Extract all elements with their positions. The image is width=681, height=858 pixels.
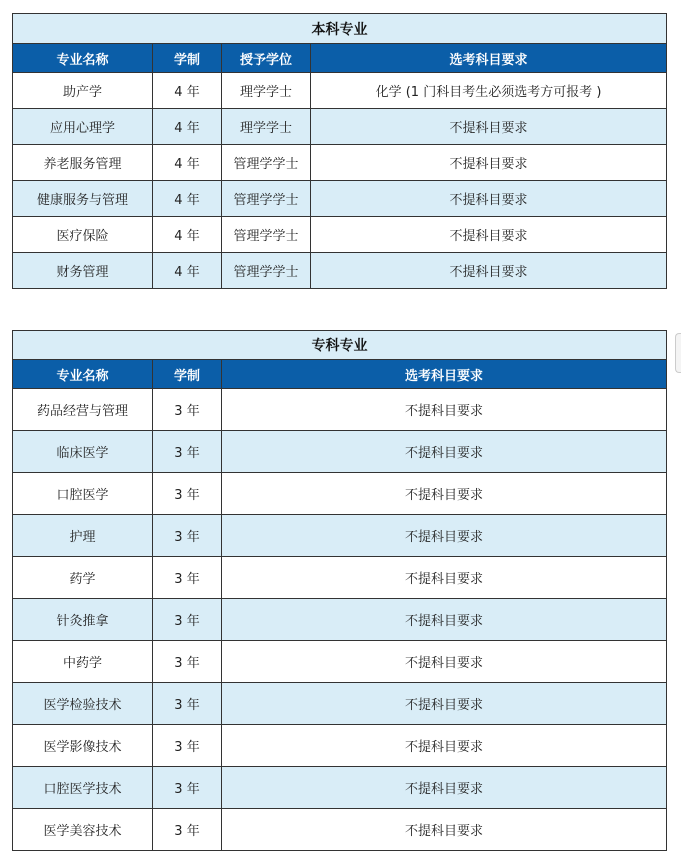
table-cell: 4 年 (153, 181, 222, 217)
table-row (13, 253, 667, 289)
table-cell: 健康服务与管理 (13, 181, 153, 217)
table-cell: 医学影像技术 (13, 725, 153, 767)
table-cell: 医学检验技术 (13, 683, 153, 725)
table-cell: 不提科目要求 (311, 109, 667, 145)
table-cell: 3 年 (153, 557, 222, 599)
table-cell: 3 年 (153, 599, 222, 641)
table-cell: 养老服务管理 (13, 145, 153, 181)
column-header: 专业名称 (13, 44, 153, 73)
undergrad-title: 本科专业 (13, 14, 667, 44)
undergrad-table (12, 13, 667, 289)
table-cell: 临床医学 (13, 431, 153, 473)
table-cell: 3 年 (153, 515, 222, 557)
table-cell: 不提科目要求 (222, 557, 667, 599)
table-row (13, 473, 667, 515)
table-cell: 管理学学士 (222, 145, 311, 181)
table-cell: 药学 (13, 557, 153, 599)
table-cell: 护理 (13, 515, 153, 557)
table-cell: 4 年 (153, 217, 222, 253)
table-cell: 不提科目要求 (311, 145, 667, 181)
table-row (13, 641, 667, 683)
table-row (13, 725, 667, 767)
college-title: 专科专业 (13, 331, 667, 360)
table-cell: 不提科目要求 (311, 217, 667, 253)
table-row (13, 181, 667, 217)
side-scroll-tab[interactable] (675, 333, 681, 373)
table-cell: 不提科目要求 (222, 725, 667, 767)
table-cell: 不提科目要求 (311, 181, 667, 217)
table-row (13, 683, 667, 725)
column-header: 专业名称 (13, 360, 153, 389)
table-cell: 不提科目要求 (222, 767, 667, 809)
table-row (13, 109, 667, 145)
table-cell: 不提科目要求 (222, 473, 667, 515)
undergrad-header-row (13, 44, 667, 73)
table-cell: 3 年 (153, 683, 222, 725)
table-cell: 3 年 (153, 431, 222, 473)
column-header: 选考科目要求 (222, 360, 667, 389)
table-row (13, 515, 667, 557)
table-cell: 不提科目要求 (311, 253, 667, 289)
table-cell: 口腔医学 (13, 473, 153, 515)
table-row (13, 73, 667, 109)
table-cell: 助产学 (13, 73, 153, 109)
table-cell: 不提科目要求 (222, 641, 667, 683)
table-cell: 3 年 (153, 767, 222, 809)
table-cell: 口腔医学技术 (13, 767, 153, 809)
table-cell: 管理学学士 (222, 253, 311, 289)
table-cell: 理学学士 (222, 73, 311, 109)
table-cell: 不提科目要求 (222, 431, 667, 473)
table-cell: 医疗保险 (13, 217, 153, 253)
table-cell: 应用心理学 (13, 109, 153, 145)
table-row (13, 599, 667, 641)
table-row (13, 431, 667, 473)
table-row (13, 557, 667, 599)
table-cell: 药品经营与管理 (13, 389, 153, 431)
table-cell: 医学美容技术 (13, 809, 153, 851)
table-cell: 针灸推拿 (13, 599, 153, 641)
table-cell: 4 年 (153, 109, 222, 145)
table-cell: 3 年 (153, 473, 222, 515)
table-row (13, 767, 667, 809)
table-cell: 中药学 (13, 641, 153, 683)
table-cell: 4 年 (153, 145, 222, 181)
table-cell: 3 年 (153, 641, 222, 683)
table-row (13, 389, 667, 431)
table-cell: 不提科目要求 (222, 389, 667, 431)
table-row (13, 217, 667, 253)
table-cell: 3 年 (153, 389, 222, 431)
table-cell: 管理学学士 (222, 181, 311, 217)
college-header-row (13, 360, 667, 389)
table-cell: 不提科目要求 (222, 809, 667, 851)
table-cell: 4 年 (153, 73, 222, 109)
table-cell: 财务管理 (13, 253, 153, 289)
column-header: 学制 (153, 44, 222, 73)
table-cell: 化学 (1 门科目考生必须选考方可报考 ) (311, 73, 667, 109)
table-cell: 不提科目要求 (222, 599, 667, 641)
table-row (13, 145, 667, 181)
table-cell: 3 年 (153, 725, 222, 767)
table-row (13, 809, 667, 851)
table-cell: 不提科目要求 (222, 683, 667, 725)
column-header: 学制 (153, 360, 222, 389)
college-table (12, 330, 667, 851)
table-cell: 理学学士 (222, 109, 311, 145)
column-header: 授予学位 (222, 44, 311, 73)
table-cell: 3 年 (153, 809, 222, 851)
table-cell: 管理学学士 (222, 217, 311, 253)
column-header: 选考科目要求 (311, 44, 667, 73)
table-cell: 不提科目要求 (222, 515, 667, 557)
table-cell: 4 年 (153, 253, 222, 289)
